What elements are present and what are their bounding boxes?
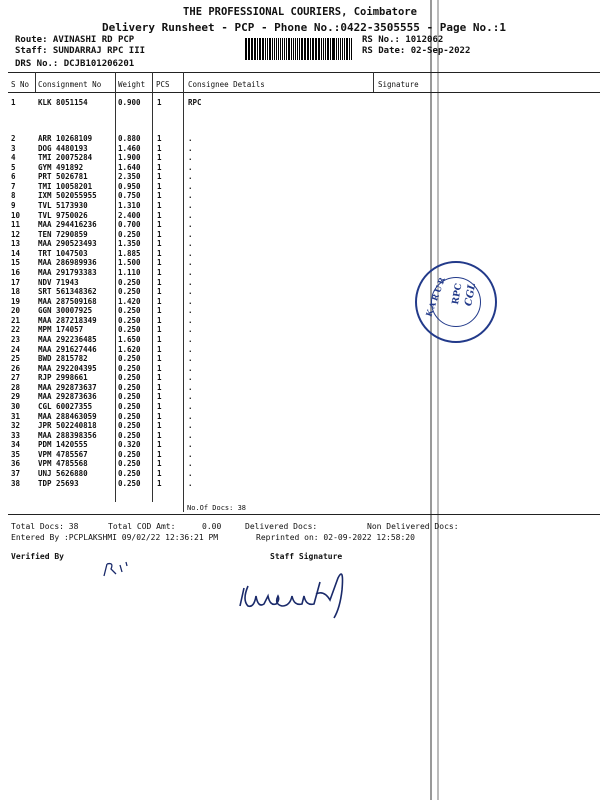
- row-consignment: PDM 1420555: [38, 440, 88, 449]
- barcode-bar: [340, 38, 341, 60]
- column-header-consignment: Consignment No: [38, 80, 102, 89]
- barcode-bar: [249, 38, 250, 60]
- row-consignment: MAA 290523493: [38, 239, 97, 248]
- row-consignment: MAA 286989936: [38, 258, 97, 267]
- row-weight: 0.750: [118, 191, 141, 200]
- row-sno: 26: [11, 364, 21, 373]
- row-consignment: BWD 2815782: [38, 354, 88, 363]
- row-weight: 0.250: [118, 469, 141, 478]
- row-consignment: JPR 502240818: [38, 421, 97, 430]
- barcode-bar: [299, 38, 300, 60]
- row-pcs: 1: [157, 306, 162, 315]
- column-separator: [115, 72, 116, 502]
- row-consignment: PRT 5026781: [38, 172, 88, 181]
- row-sno: 15: [11, 258, 21, 267]
- row-consignee: .: [188, 278, 193, 287]
- row-pcs: 1: [157, 191, 162, 200]
- row-consignment: MPM 174057: [38, 325, 84, 334]
- entered-by: Entered By :PCPLAKSHMI 09/02/22 12:36:21 PM: [11, 533, 219, 542]
- barcode-bar: [333, 38, 335, 60]
- row-sno: 7: [11, 182, 16, 191]
- office-stamp: [415, 261, 497, 343]
- row-pcs: 1: [157, 421, 162, 430]
- row-1-sno: 1: [11, 98, 16, 107]
- barcode-bar: [254, 38, 256, 60]
- row-sno: 19: [11, 297, 21, 306]
- row-sno: 16: [11, 268, 21, 277]
- row-pcs: 1: [157, 258, 162, 267]
- row-consignee: .: [188, 316, 193, 325]
- row-weight: 1.640: [118, 163, 141, 172]
- row-sno: 20: [11, 306, 21, 315]
- row-consignee: .: [188, 431, 193, 440]
- column-header-sno: S No: [11, 80, 30, 89]
- barcode-bar: [318, 38, 320, 60]
- barcode-bar: [349, 38, 350, 60]
- row-weight: 0.250: [118, 450, 141, 459]
- row-consignee: .: [188, 268, 193, 277]
- row-pcs: 1: [157, 440, 162, 449]
- row-pcs: 1: [157, 153, 162, 162]
- row-weight: 1.500: [118, 258, 141, 267]
- row-sno: 36: [11, 459, 21, 468]
- row-consignee: .: [188, 469, 193, 478]
- barcode-bar: [251, 38, 253, 60]
- row-consignment: MAA 287218349: [38, 316, 97, 325]
- barcode-bar: [312, 38, 314, 60]
- barcode-bar: [274, 38, 275, 60]
- barcode-bar: [267, 38, 268, 60]
- row-weight: 0.880: [118, 134, 141, 143]
- row-weight: 0.250: [118, 412, 141, 421]
- row-pcs: 1: [157, 144, 162, 153]
- verified-by: Verified By: [11, 552, 64, 561]
- row-consignee: .: [188, 153, 193, 162]
- row-sno: 22: [11, 325, 21, 334]
- row-consignee: .: [188, 249, 193, 258]
- row-sno: 24: [11, 345, 21, 354]
- row-weight: 0.250: [118, 402, 141, 411]
- row-consignee: .: [188, 287, 193, 296]
- column-header-consignee: Consignee Details: [188, 80, 265, 89]
- row-weight: 1.885: [118, 249, 141, 258]
- row-weight: 1.350: [118, 239, 141, 248]
- row-consignment: GYM 491892: [38, 163, 84, 172]
- row-weight: 1.460: [118, 144, 141, 153]
- row-consignee: .: [188, 402, 193, 411]
- barcode-bar: [305, 38, 306, 60]
- row-sno: 27: [11, 373, 21, 382]
- row-1-weight: 0.900: [118, 98, 141, 107]
- row-weight: 1.620: [118, 345, 141, 354]
- column-separator: [35, 72, 36, 92]
- row-sno: 35: [11, 450, 21, 459]
- total-cod-value: 0.00: [202, 522, 222, 531]
- row-pcs: 1: [157, 469, 162, 478]
- row-pcs: 1: [157, 268, 162, 277]
- row-consignee: .: [188, 412, 193, 421]
- row-consignee: .: [188, 335, 193, 344]
- row-sno: 33: [11, 431, 21, 440]
- barcode-bar: [344, 38, 346, 60]
- column-separator: [183, 72, 184, 512]
- row-pcs: 1: [157, 220, 162, 229]
- row-sno: 13: [11, 239, 21, 248]
- row-pcs: 1: [157, 479, 162, 488]
- row-weight: 0.250: [118, 421, 141, 430]
- barcode-bar: [323, 38, 324, 60]
- barcode-bar: [338, 38, 340, 60]
- row-weight: 0.250: [118, 306, 141, 315]
- row-consignee: .: [188, 345, 193, 354]
- row-weight: 0.250: [118, 278, 141, 287]
- barcode-bar: [282, 38, 284, 60]
- row-sno: 4: [11, 153, 16, 162]
- row-sno: 23: [11, 335, 21, 344]
- row-pcs: 1: [157, 345, 162, 354]
- barcode-bar: [248, 38, 249, 60]
- column-separator: [373, 72, 374, 92]
- row-weight: 1.110: [118, 268, 141, 277]
- row-sno: 14: [11, 249, 21, 258]
- row-weight: 0.250: [118, 479, 141, 488]
- row-pcs: 1: [157, 412, 162, 421]
- row-sno: 9: [11, 201, 16, 210]
- row-consignment: ARR 10268109: [38, 134, 93, 143]
- barcode: [245, 38, 353, 60]
- row-consignment: TVL 9750026: [38, 211, 88, 220]
- delivered-docs: Delivered Docs:: [245, 522, 318, 531]
- row-consignee: .: [188, 182, 193, 191]
- row-consignment: IXM 502055955: [38, 191, 97, 200]
- table-bottom-rule: [8, 514, 600, 515]
- row-consignee: .: [188, 373, 193, 382]
- table-top-rule: [8, 72, 600, 73]
- barcode-bar: [332, 38, 333, 60]
- row-consignee: .: [188, 421, 193, 430]
- barcode-bar: [307, 38, 309, 60]
- barcode-bar: [295, 38, 296, 60]
- row-weight: 2.350: [118, 172, 141, 181]
- column-separator: [152, 72, 153, 502]
- row-consignment: GGN 30007925: [38, 306, 93, 315]
- barcode-bar: [259, 38, 260, 60]
- row-consignee: .: [188, 459, 193, 468]
- row-consignment: MAA 288398356: [38, 431, 97, 440]
- row-consignment: MAA 287509168: [38, 297, 97, 306]
- row-consignment: TVL 5173930: [38, 201, 88, 210]
- barcode-bar: [291, 38, 293, 60]
- row-weight: 0.250: [118, 354, 141, 363]
- row-consignee: .: [188, 201, 193, 210]
- row-sno: 10: [11, 211, 21, 220]
- row-sno: 30: [11, 402, 21, 411]
- row-sno: 32: [11, 421, 21, 430]
- total-cod-label: Total COD Amt:: [108, 522, 176, 531]
- no-of-docs: No.Of Docs: 38: [187, 504, 247, 512]
- row-weight: 1.310: [118, 201, 141, 210]
- row-consignee: .: [188, 383, 193, 392]
- verifier-initials: [100, 558, 140, 580]
- barcode-bar: [288, 38, 290, 60]
- row-consignee: .: [188, 479, 193, 488]
- barcode-bar: [321, 38, 323, 60]
- row-consignee: .: [188, 211, 193, 220]
- row-consignee: .: [188, 392, 193, 401]
- row-sno: 11: [11, 220, 21, 229]
- barcode-bar: [325, 38, 326, 60]
- row-sno: 31: [11, 412, 21, 421]
- row-pcs: 1: [157, 239, 162, 248]
- row-consignment: MAA 292873636: [38, 392, 97, 401]
- row-consignee: .: [188, 306, 193, 315]
- row-weight: 0.250: [118, 383, 141, 392]
- row-consignee: .: [188, 325, 193, 334]
- barcode-bar: [342, 38, 343, 60]
- barcode-bar: [272, 38, 273, 60]
- row-pcs: 1: [157, 182, 162, 191]
- row-consignment: DOG 4480193: [38, 144, 88, 153]
- row-weight: 0.250: [118, 373, 141, 382]
- row-pcs: 1: [157, 211, 162, 220]
- row-weight: 0.250: [118, 230, 141, 239]
- row-pcs: 1: [157, 431, 162, 440]
- barcode-bar: [262, 38, 264, 60]
- row-pcs: 1: [157, 392, 162, 401]
- row-sno: 29: [11, 392, 21, 401]
- barcode-bar: [278, 38, 279, 60]
- row-weight: 1.420: [118, 297, 141, 306]
- row-consignment: MAA 292236485: [38, 335, 97, 344]
- row-weight: 2.400: [118, 211, 141, 220]
- rs-date: RS Date: 02-Sep-2022: [362, 46, 471, 56]
- row-consignment: VPM 4785568: [38, 459, 88, 468]
- row-pcs: 1: [157, 287, 162, 296]
- row-pcs: 1: [157, 402, 162, 411]
- row-weight: 0.250: [118, 459, 141, 468]
- row-consignment: UNJ 5626880: [38, 469, 88, 478]
- stamp-outer-text: KARUR: [423, 274, 448, 318]
- row-sno: 5: [11, 163, 16, 172]
- scan-edge-line: [437, 0, 439, 800]
- row-sno: 28: [11, 383, 21, 392]
- row-sno: 25: [11, 354, 21, 363]
- barcode-bar: [336, 38, 337, 60]
- row-weight: 0.250: [118, 364, 141, 373]
- row-pcs: 1: [157, 373, 162, 382]
- row-consignment: TDP 25693: [38, 479, 79, 488]
- barcode-bar: [260, 38, 261, 60]
- barcode-bar: [286, 38, 287, 60]
- row-consignment: MAA 292204395: [38, 364, 97, 373]
- non-delivered-docs: Non Delivered Docs:: [367, 522, 459, 531]
- total-docs: Total Docs: 38: [11, 522, 79, 531]
- row-pcs: 1: [157, 249, 162, 258]
- row-weight: 0.250: [118, 287, 141, 296]
- row-sno: 34: [11, 440, 21, 449]
- row-consignment: TMI 10058201: [38, 182, 93, 191]
- barcode-bar: [330, 38, 331, 60]
- row-consignee: .: [188, 191, 193, 200]
- row-sno: 17: [11, 278, 21, 287]
- column-header-pcs: PCS: [156, 80, 170, 89]
- barcode-bar: [265, 38, 267, 60]
- row-consignment: TMI 20075284: [38, 153, 93, 162]
- row-1-consignment: KLK 8051154: [38, 98, 88, 107]
- row-weight: 1.900: [118, 153, 141, 162]
- row-consignee: .: [188, 230, 193, 239]
- row-consignee: .: [188, 450, 193, 459]
- row-consignment: RJP 2998661: [38, 373, 88, 382]
- barcode-bar: [315, 38, 316, 60]
- row-consignee: .: [188, 258, 193, 267]
- row-consignee: .: [188, 134, 193, 143]
- row-consignee: .: [188, 163, 193, 172]
- row-consignment: MAA 294416236: [38, 220, 97, 229]
- row-sno: 18: [11, 287, 21, 296]
- row-weight: 0.250: [118, 325, 141, 334]
- rs-number: RS No.: 1012062: [362, 35, 444, 45]
- column-header-signature: Signature: [378, 80, 419, 89]
- row-consignee: .: [188, 144, 193, 153]
- row-consignment: CGL 60027355: [38, 402, 93, 411]
- row-pcs: 1: [157, 316, 162, 325]
- column-header-weight: Weight: [118, 80, 146, 89]
- barcode-bar: [276, 38, 278, 60]
- row-consignee: .: [188, 354, 193, 363]
- row-pcs: 1: [157, 163, 162, 172]
- staff-signature-label: Staff Signature: [270, 552, 343, 561]
- barcode-bar: [280, 38, 281, 60]
- staff-label: Staff: SUNDARRAJ RPC III: [15, 46, 146, 56]
- barcode-bar: [327, 38, 329, 60]
- row-pcs: 1: [157, 230, 162, 239]
- row-pcs: 1: [157, 297, 162, 306]
- row-pcs: 1: [157, 364, 162, 373]
- company-name: THE PROFESSIONAL COURIERS, Coimbatore: [183, 6, 417, 18]
- row-pcs: 1: [157, 172, 162, 181]
- drs-number: DRS No.: DCJB101206201: [15, 59, 135, 69]
- barcode-bar: [351, 38, 352, 60]
- row-consignee: .: [188, 172, 193, 181]
- row-weight: 0.250: [118, 431, 141, 440]
- row-pcs: 1: [157, 278, 162, 287]
- row-sno: 2: [11, 134, 16, 143]
- barcode-bar: [293, 38, 294, 60]
- row-consignment: MAA 291627446: [38, 345, 97, 354]
- row-consignment: MAA 291793383: [38, 268, 97, 277]
- row-pcs: 1: [157, 459, 162, 468]
- row-consignment: NDV 71943: [38, 278, 79, 287]
- row-weight: 0.250: [118, 392, 141, 401]
- barcode-bar: [245, 38, 247, 60]
- row-sno: 21: [11, 316, 21, 325]
- row-pcs: 1: [157, 354, 162, 363]
- staff-signature: [234, 560, 364, 620]
- row-consignee: .: [188, 297, 193, 306]
- row-pcs: 1: [157, 335, 162, 344]
- row-1-consignee: RPC: [188, 98, 202, 107]
- row-consignee: .: [188, 364, 193, 373]
- row-pcs: 1: [157, 134, 162, 143]
- row-consignee: .: [188, 239, 193, 248]
- row-sno: 38: [11, 479, 21, 488]
- row-sno: 8: [11, 191, 16, 200]
- row-weight: 0.250: [118, 316, 141, 325]
- barcode-bar: [269, 38, 271, 60]
- row-pcs: 1: [157, 325, 162, 334]
- row-1-pcs: 1: [157, 98, 162, 107]
- row-weight: 0.320: [118, 440, 141, 449]
- barcode-bar: [301, 38, 303, 60]
- row-sno: 3: [11, 144, 16, 153]
- barcode-bar: [284, 38, 285, 60]
- barcode-bar: [316, 38, 317, 60]
- row-consignee: .: [188, 440, 193, 449]
- row-consignee: .: [188, 220, 193, 229]
- row-pcs: 1: [157, 450, 162, 459]
- row-consignment: TRT 1047503: [38, 249, 88, 258]
- row-consignment: MAA 292873637: [38, 383, 97, 392]
- row-pcs: 1: [157, 383, 162, 392]
- row-sno: 6: [11, 172, 16, 181]
- barcode-bar: [257, 38, 258, 60]
- route-label: Route: AVINASHI RD PCP: [15, 35, 135, 45]
- row-consignment: VPM 4785567: [38, 450, 88, 459]
- row-weight: 1.650: [118, 335, 141, 344]
- row-weight: 0.700: [118, 220, 141, 229]
- scan-edge-line: [430, 0, 432, 800]
- barcode-bar: [310, 38, 311, 60]
- row-consignment: TEN 7290859: [38, 230, 88, 239]
- barcode-bar: [346, 38, 348, 60]
- row-sno: 37: [11, 469, 21, 478]
- stamp-inner-top: RPC: [450, 282, 465, 306]
- row-pcs: 1: [157, 201, 162, 210]
- runsheet-title: Delivery Runsheet - PCP - Phone No.:0422-3505555 - Page No.:1: [102, 21, 506, 34]
- row-sno: 12: [11, 230, 21, 239]
- stamp-inner-bottom: CGL: [463, 281, 479, 308]
- reprinted-on: Reprinted on: 02-09-2022 12:58:20: [256, 533, 415, 542]
- barcode-bar: [297, 38, 299, 60]
- barcode-bar: [304, 38, 305, 60]
- row-consignment: SRT 561348362: [38, 287, 97, 296]
- row-weight: 0.950: [118, 182, 141, 191]
- row-consignment: MAA 288463059: [38, 412, 97, 421]
- table-head-rule: [8, 92, 600, 93]
